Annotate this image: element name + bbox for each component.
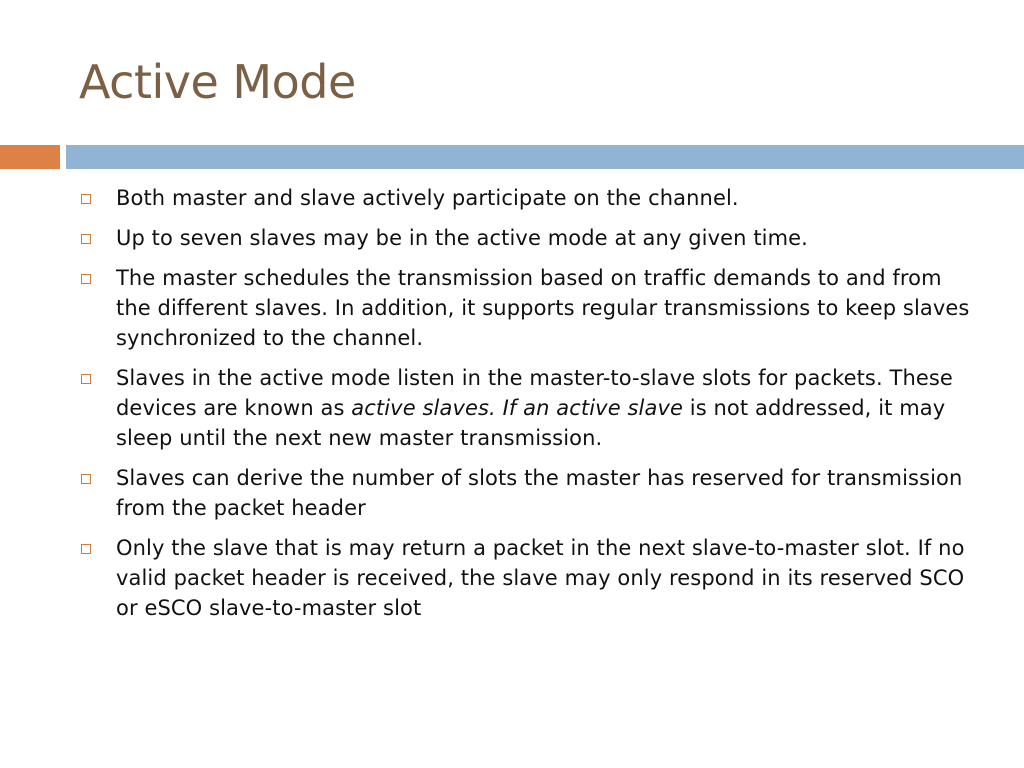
bullet-item [78, 223, 978, 253]
hollow-square-bullet-icon [81, 474, 91, 484]
bullet-text-part2: is not addressed, it may sleep until the next new master transmission. [116, 396, 946, 450]
hollow-square-bullet-icon [81, 274, 91, 284]
bullet-text: The master schedules the transmission based on traffic demands to and from the different slaves. In addition, it supports regular transmissions to keep slaves synchronized to the channel. [116, 266, 970, 350]
bullet-text: Only the slave that is may return a packet in the next slave-to-master slot. If no valid packet header is received, the slave may only respond in its reserved SCO or eSCO slave-to-master slot [116, 536, 965, 620]
slide-title: Active Mode [79, 55, 356, 109]
bullet-item [78, 183, 978, 213]
bullet-item [78, 463, 978, 523]
hollow-square-bullet-icon [81, 234, 91, 244]
bullet-text: Both master and slave actively participate on the channel. [116, 186, 739, 210]
bullet-text: Up to seven slaves may be in the active mode at any given time. [116, 226, 808, 250]
bullet-item [78, 533, 978, 623]
accent-bar-blue [66, 145, 1024, 169]
hollow-square-bullet-icon [81, 374, 91, 384]
bullet-item [78, 363, 978, 453]
bullet-item [78, 263, 978, 353]
bullet-text-part1: Slaves in the active mode listen in the master-to-slave slots for packets. These devices are known as [116, 366, 953, 420]
hollow-square-bullet-icon [81, 544, 91, 554]
hollow-square-bullet-icon [81, 194, 91, 204]
accent-bar-orange [0, 145, 60, 169]
bullet-text: Slaves can derive the number of slots the master has reserved for transmission from the packet header [116, 466, 963, 520]
bullet-text-italic: active slaves. If an active slave [351, 396, 683, 420]
bullet-list [78, 183, 978, 633]
